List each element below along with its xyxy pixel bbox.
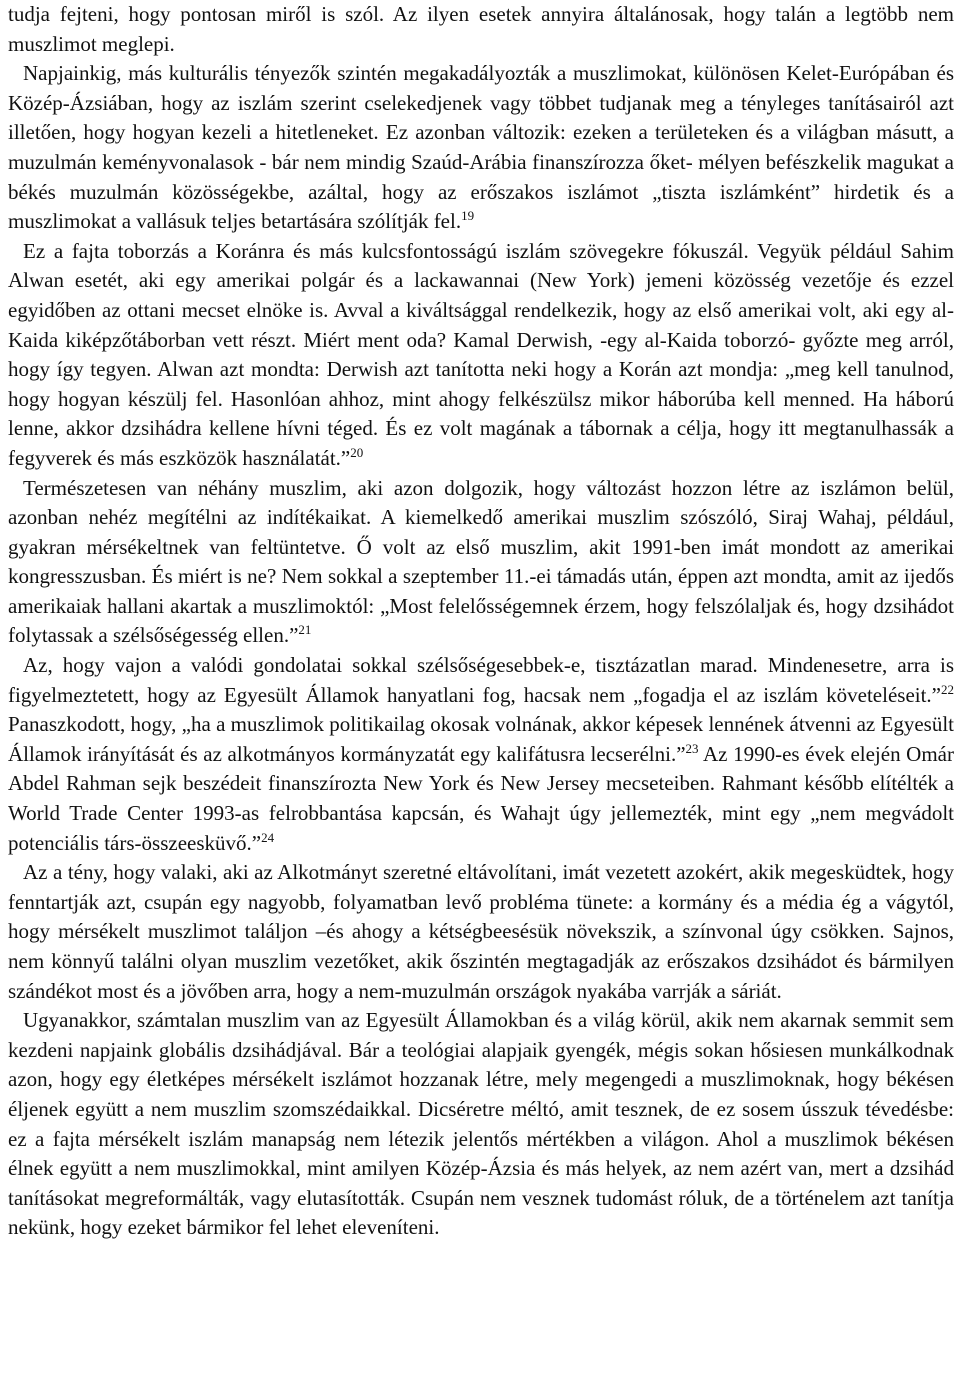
paragraph-6 xyxy=(8,1006,954,1243)
document-page xyxy=(8,0,954,1243)
paragraph-text: Ez a fajta toborzás a Koránra és más kulcsfontosságú iszlám szövegekre fókuszál. Vegyük például Sahim Alwan esetét, aki egy amerikai polgár és a lackawannai (New York) jemeni közösség vezetője és ezzel egyidőben az ottani mecset elnöke is. Avval a kiváltsággal rendelkezik, hogy az első amerikai volt, aki egy al-Kaida kiképzőtáborban vett részt. Miért ment oda? Kamal Derwish, -egy al-Kaida toborzó- győzte meg arról, hogy így tegyen. Alwan azt mondta: Derwish azt tanította neki hogy a Korán azt mondja: „meg kell tanulnod, hogy hogyan készülj fel. Hasonlóan ahhoz, mint ahogy felkészülsz mikor háborúba kell menned. Ha háború lenne, akkor dzsihádra kellene hívni téged. És ez volt magának a tábornak a célja, hogy itt megtanulhassák a fegyverek és más eszközök használatát.” xyxy=(8,238,954,470)
paragraph-4 xyxy=(8,651,954,858)
paragraph-text: Természetesen van néhány muszlim, aki azon dolgozik, hogy változást hozzon létre az iszlámon belül, azonban nehéz megítélni az indítékaikat. A kiemelkedő amerikai muszlim szószóló, Siraj Wahaj, például, gyakran mérsékeltnek van feltüntetve. Ő volt az első muszlim, akit 1991-ben imát mondott az amerikai kongresszusban. És miért is ne? Nem sokkal a szeptember 11.-ei támadás után, éppen azt mondta, amit az ijedős amerikaiak hallani akartak a muszlimoktól: „Most felelősségemnek érzem, hogy felszólaljak és, hogy dzsihádot folytassak a szélsőségesség ellen.” xyxy=(8,475,954,648)
paragraph-5 xyxy=(8,858,954,1006)
footnote-reference: 21 xyxy=(298,622,312,638)
paragraph-3 xyxy=(8,474,954,652)
footnote-reference: 24 xyxy=(261,829,275,845)
paragraph-text: Panaszkodott, hogy, „ha a muszlimok politikailag okosak volnának, akkor képesek lennének átvenni az Egyesült Államok irányítását és az alkotmányos kormányzatát egy kalifátusra lecserélni.” xyxy=(8,712,954,766)
paragraph-text: Az, hogy vajon a valódi gondolatai sokkal szélsőségesebbek-e, tisztázatlan marad. Mindenesetre, arra is figyelmeztetett, hogy az Egyesült Államok hanyatlani fog, hacsak nem „fogadja el az iszlám követeléseit.” xyxy=(8,653,954,707)
paragraph-text: tudja fejteni, hogy pontosan miről is szól. Az ilyen esetek annyira általánosak, hogy talán a legtöbb nem muszlimot meglepi. xyxy=(8,2,954,56)
paragraph-text: Az 1990-es évek elején Omár Abdel Rahman sejk beszédeit finanszírozta New York és New Jersey mecseteiben. Rahmant később elítélték a World Trade Center 1993-as felrobbantása kapcsán, és Wahajt úgy jellemezték, mint egy „nem megvádolt potenciális társ-összeesküvő.” xyxy=(8,741,955,855)
paragraph-text: Napjainkig, más kulturális tényezők szintén megakadályozták a muszlimokat, különösen Kelet-Európában és Közép-Ázsiában, hogy az iszlám szerint cselekedjenek vagy többet tudjanak meg a tényleges tanításairól azt illetően, hogy hogyan kezeli a hitetleneket. Ez azonban változik: ezeken a területeken és a világban másutt, a muzulmán keményvonalasok - bár nem mindig Szaúd-Arábia finanszírozza őket- mélyen befészkelik magukat a békés muzulmán közösségekbe, azáltal, hogy az erőszakos iszlámot „tiszta iszlámként” hirdetik és a muszlimokat a vallásuk teljes betartására szólítják fel. xyxy=(8,61,954,234)
footnote-reference: 22 xyxy=(941,681,954,697)
footnote-reference: 19 xyxy=(461,208,475,224)
footnote-reference: 23 xyxy=(685,740,699,756)
paragraph-2 xyxy=(8,237,954,474)
footnote-reference: 20 xyxy=(350,444,364,460)
paragraph-text: Az a tény, hogy valaki, aki az Alkotmányt szeretné eltávolítani, imát vezetett azokért, akik megesküdtek, hogy fenntartják azt, csupán egy nagyobb, folyamatban levő probléma tünete: a kormány és a média ég a vágytól, hogy mérsékelt muszlimot találjon –és ahogy a kétségbeesésük növekszik, a színvonal úgy csökken. Sajnos, nem könnyű találni olyan muszlim vezetőket, akik őszintén megtagadják az erőszakos dzsihádot és bármilyen szándékot most és a jövőben arra, hogy a nem-muzulmán országok nyakába varrják a sáriát. xyxy=(8,860,954,1003)
paragraph-1 xyxy=(8,59,954,237)
paragraph-text: Ugyanakkor, számtalan muszlim van az Egyesült Államokban és a világ körül, akik nem akarnak semmit sem kezdeni napjaink globális dzsihádjával. Bár a teológiai alapjaik gyengék, mégis sokan hősiesen munkálkodnak azon, hogy egy életképes mérsékelt iszlámot hozzanak létre, mely megengedi a muszlimoknak, hogy békésen éljenek együtt a nem muszlim szomszédaikkal. Dicséretre méltó, amit tesznek, de ez sosem ússzuk tévedésbe: ez a fajta mérsékelt iszlám manapság nem létezik jelentős mértékben a világon. Ahol a muszlimok békésen élnek együtt a nem muszlimokkal, mint amilyen Közép-Ázsia és más helyek, az nem azért van, mert a dzsihád tanításokat megreformálták, vagy elutasították. Csupán nem vesznek tudomást róluk, de a történelem azt tanítja nekünk, hogy ezeket bármikor fel lehet eleveníteni. xyxy=(8,1008,954,1240)
paragraph-0 xyxy=(8,0,954,59)
